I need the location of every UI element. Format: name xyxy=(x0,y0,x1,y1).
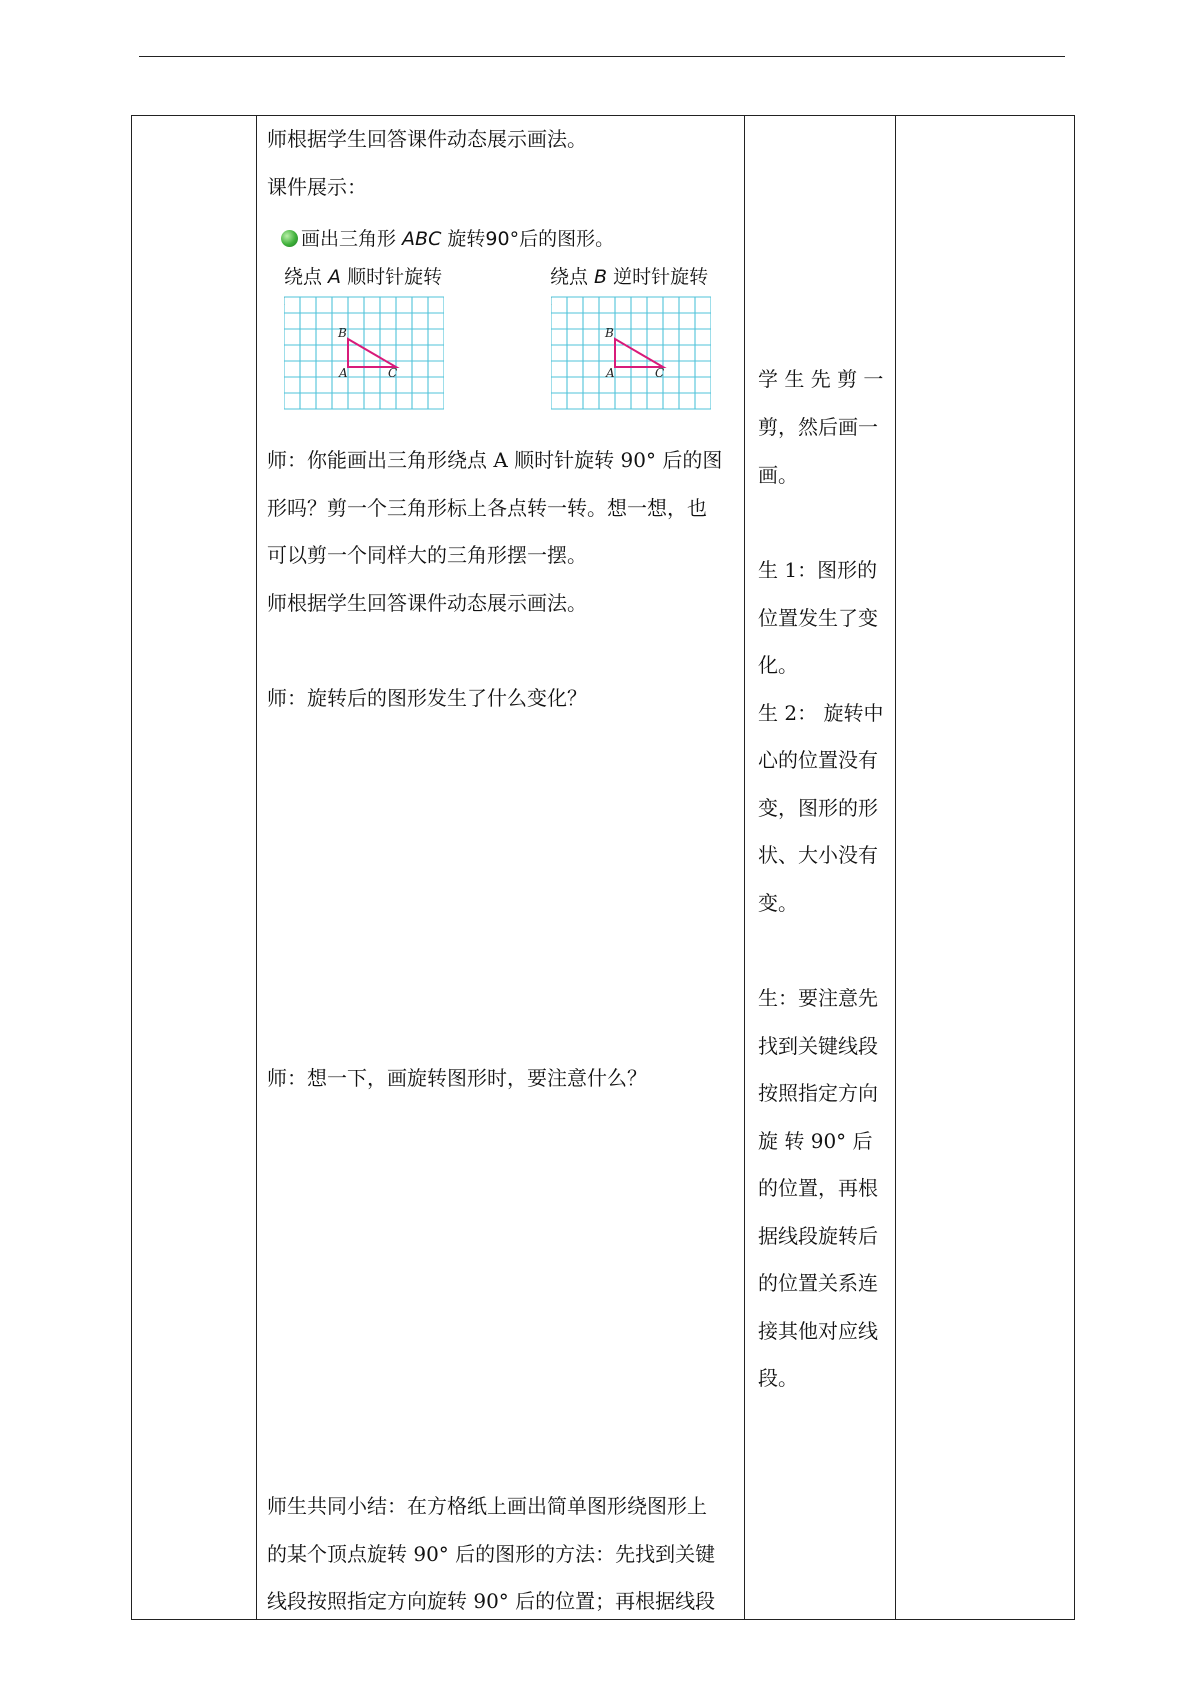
student-c-line-1: 生：要注意先 xyxy=(758,986,878,1010)
student-c-line-7: 的位置关系连 xyxy=(758,1271,878,1295)
triangle-abc-left xyxy=(348,339,396,367)
student-c-line-5: 的位置，再根 xyxy=(758,1176,878,1200)
grid-lines-right xyxy=(551,297,711,409)
student-b-line-7: 状、大小没有 xyxy=(758,843,878,867)
question-1-line-1: 师：你能画出三角形绕点 A 顺时针旋转 90° 后的图 xyxy=(267,448,723,472)
student-b-line-4: 生 2： 旋转中 xyxy=(758,701,884,725)
caption-left: 绕点 A 顺时针旋转 xyxy=(284,266,443,288)
label-c-left: C xyxy=(388,366,398,380)
summary-line-3: 线段按照指定方向旋转 90° 后的位置；再根据线段 xyxy=(267,1589,716,1613)
grid-right xyxy=(551,294,711,414)
label-a-right: A xyxy=(606,366,615,380)
column-divider-1 xyxy=(256,115,257,1620)
label-a-left: A xyxy=(339,366,348,380)
teacher-line-3: 师根据学生回答课件动态展示画法。 xyxy=(267,591,587,615)
student-a-line-3: 画。 xyxy=(758,463,798,487)
column-divider-3 xyxy=(895,115,896,1620)
student-c-line-3: 按照指定方向 xyxy=(758,1081,878,1105)
question-1-line-2: 形吗？剪一个三角形标上各点转一转。想一想，也 xyxy=(267,496,707,520)
grid-left xyxy=(284,294,444,414)
student-c-line-4: 旋 转 90° 后 xyxy=(758,1129,873,1153)
student-c-line-8: 接其他对应线 xyxy=(758,1319,878,1343)
student-a-line-1: 学 生 先 剪 一 xyxy=(758,367,884,391)
student-b-line-1: 生 1：图形的 xyxy=(758,558,878,582)
student-b-line-8: 变。 xyxy=(758,891,798,915)
student-a-line-2: 剪，然后画一 xyxy=(758,415,878,439)
student-b-line-6: 变，图形的形 xyxy=(758,796,878,820)
student-b-line-3: 化。 xyxy=(758,653,798,677)
question-3: 师：想一下，画旋转图形时，要注意什么？ xyxy=(267,1066,647,1090)
header-rule xyxy=(139,56,1065,57)
student-c-line-9: 段。 xyxy=(758,1366,798,1390)
summary-line-1: 师生共同小结：在方格纸上画出简单图形绕图形上 xyxy=(267,1494,707,1518)
teacher-line-1: 师根据学生回答课件动态展示画法。 xyxy=(267,127,587,151)
grid-lines-left xyxy=(284,297,444,409)
teacher-line-2: 课件展示： xyxy=(267,175,367,199)
question-2: 师：旋转后的图形发生了什么变化？ xyxy=(267,686,587,710)
label-b-left: B xyxy=(338,326,347,340)
green-bullet-icon xyxy=(281,230,298,247)
student-c-line-2: 找到关键线段 xyxy=(758,1034,878,1058)
caption-right: 绕点 B 逆时针旋转 xyxy=(550,266,709,288)
student-b-line-2: 位置发生了变 xyxy=(758,606,878,630)
student-b-line-5: 心的位置没有 xyxy=(758,748,878,772)
question-1-line-3: 可以剪一个同样大的三角形摆一摆。 xyxy=(267,543,587,567)
label-c-right: C xyxy=(655,366,665,380)
label-b-right: B xyxy=(605,326,614,340)
triangle-abc-right xyxy=(615,339,663,367)
student-c-line-6: 据线段旋转后 xyxy=(758,1224,878,1248)
summary-line-2: 的某个顶点旋转 90° 后的图形的方法：先找到关键 xyxy=(267,1542,716,1566)
column-divider-2 xyxy=(744,115,745,1620)
courseware-title: 画出三角形 ABC 旋转90°后的图形。 xyxy=(301,228,615,250)
